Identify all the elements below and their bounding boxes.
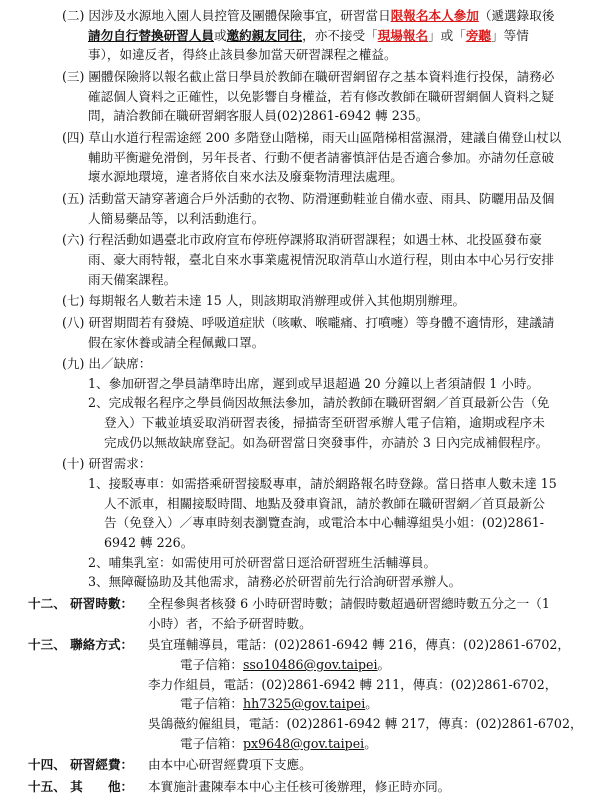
sec5-line2: 人簡易藥品等，以利活動進行。 [88,211,265,226]
highlight-audit: 旁聽 [465,28,491,43]
highlight-only-self: 限報名本人參加 [390,8,479,23]
sec7-line1: (七) 每期報名人數若未達 15 人，則該期取消辦理或併入其他期別辦理。 [62,293,466,308]
sec4-line3: 壞水源地環境，違者將依自來水法及廢棄物清理法處理。 [88,169,403,184]
sec14-label: 十四、 研習經費： [28,757,134,772]
sec3-line1: (三) 團體保險將以報名截止當日學員於教師在職研習網留存之基本資料進行投保，請務必 [62,69,555,84]
text: 」或「 [428,28,466,43]
sec12-label: 十二、 研習時數： [28,596,134,611]
sec13-label: 十三、 聯絡方式： [28,637,134,652]
text: 。 [364,736,377,751]
text: ，亦不接受「 [302,28,378,43]
sec10-item1-line2: 人不派車，相關接駁時間、地點及發車資訊，請於教師在職研習網／首頁最新公 [104,496,545,511]
sec2-line2 [88,28,529,44]
contact1-line1: 吳宜瑾輔導員，電話：(02)2861-6942 轉 216，傳真：(02)2861-6702， [148,637,570,652]
sec10-title: (十) 研習需求： [62,456,152,471]
sec15-label: 十五、 其 他： [28,779,134,794]
sec10-item1-line3: 告（免登入）／專車時刻表瀏覽查詢，或電洽本中心輔導組吳小姐：(02)2861- [104,515,544,530]
sec8-line1: (八) 研習期間若有發燒、呼吸道症狀（咳嗽、喉嚨痛、打噴嚏）等身體不適情形，建議請 [62,315,555,330]
sec9-item2-line3: 完成仍以無故缺席登記。如為研習當日突發事件，亦請於 3 日內完成補假程序。 [104,435,549,450]
contact3-email-link[interactable]: px9648@gov.taipei [242,736,365,751]
sec4-line2: 輔助平衡避免滑倒，另年長者、行動不便者請審慎評估是否適合參加。亦請勿任意破 [88,150,554,165]
sec12-line1: 全程參與者核發 6 小時研習時數；請假時數超過研習總時數五分之一（1 [148,596,550,611]
highlight-no-friends: 邀約親友同往 [226,28,303,43]
sec6-line1: (六) 行程活動如遇臺北市政府宣布停班停課將取消研習課程；如遇士林、北投區發布豪 [62,232,542,247]
sec5-line1: (五) 活動當天請穿著適合戶外活動的衣物、防滑運動鞋並自備水壺、雨具、防曬用品及個 [62,191,555,206]
text: 或 [213,28,227,43]
text: 。 [365,696,378,711]
sec9-title: (九) 出／缺席： [62,356,152,371]
sec9-item2-line2: 登入）下載並填妥取消研習表後，掃描寄至研習承辦人電子信箱，逾期或程序未 [104,415,545,430]
contact3-line1: 吳鴿薇約僱組員，電話：(02)2861-6942 轉 217，傳真：(02)2861-6702， [148,716,583,731]
email-label: 電子信箱： [180,736,243,751]
sec3-line2: 確認個人資料之正確性，以免影響自身權益，若有修改教師在職研習網個人資料之疑 [88,89,554,104]
sec6-line2: 雨、豪大雨特報，臺北自來水事業處視情況取消草山水道行程，則由本中心另行安排 [88,252,554,267]
highlight-onsite-registration: 現場報名 [377,28,429,43]
sec2-line1 [62,8,554,24]
sec3-line3: 問，請洽教師在職研習網客服人員(02)2861-6942 轉 235。 [88,108,429,123]
contact3-email-line [180,736,377,752]
text: 」等情 [491,28,529,43]
sec10-item1-line4: 6942 轉 226。 [104,535,194,550]
contact2-line1: 李力作組員，電話：(02)2861-6942 轉 211，傳真：(02)2861-6702， [148,677,558,692]
contact1-email-link[interactable]: sso10486@gov.taipei [242,657,378,672]
text: 。 [377,657,391,672]
sec8-line2: 假在家休養或請全程佩戴口罩。 [88,335,265,350]
contact2-email-line [180,696,378,712]
highlight-no-substitute: 請勿自行替換研習人員 [88,28,214,43]
contact1-email-line [180,657,390,673]
sec4-line1: (四) 草山水道行程需途經 200 多階登山階梯，雨天山區階梯相當濕滑，建議自備登山杖以 [62,130,562,145]
sec10-item2: 2、哺集乳室：如需使用可於研習當日逕洽研習班生活輔導員。 [88,555,437,570]
sec9-item1: 1、參加研習之學員請準時出席，遲到或早退超過 20 分鐘以上者須請假 1 小時。 [88,376,540,391]
sec15-line1: 本實施計畫陳奉本中心主任核可後辦理，修正時亦同。 [148,779,451,794]
email-label: 電子信箱： [180,696,243,711]
sec10-item3: 3、無障礙協助及其他需求，請務必於研習前先行洽詢研習承辦人。 [88,574,462,589]
sec9-item2-line1: 2、完成報名程序之學員倘因故無法參加，請於教師在職研習網／首頁最新公告（免 [88,395,550,410]
sec6-line3: 雨天備案課程。 [88,272,177,287]
contact2-email-link[interactable]: hh7325@gov.taipei [242,696,366,711]
sec14-line1: 由本中心研習經費項下支應。 [148,757,312,772]
text: (二) 因涉及水源地入園人員控管及團體保險事宜，研習當日 [62,8,391,23]
sec12-line2: 小時）者，不給予研習時數。 [148,616,312,631]
sec2-line3: 事），如違反者，得終止該員參加當天研習課程之權益。 [88,47,397,62]
email-label: 電子信箱： [180,657,243,672]
text: （遞選錄取後 [478,8,555,23]
sec10-item1-line1: 1、接駁專車：如需搭乘研習接駁專車，請於網路報名時登錄。當日搭車人數未達 15 [88,476,557,491]
